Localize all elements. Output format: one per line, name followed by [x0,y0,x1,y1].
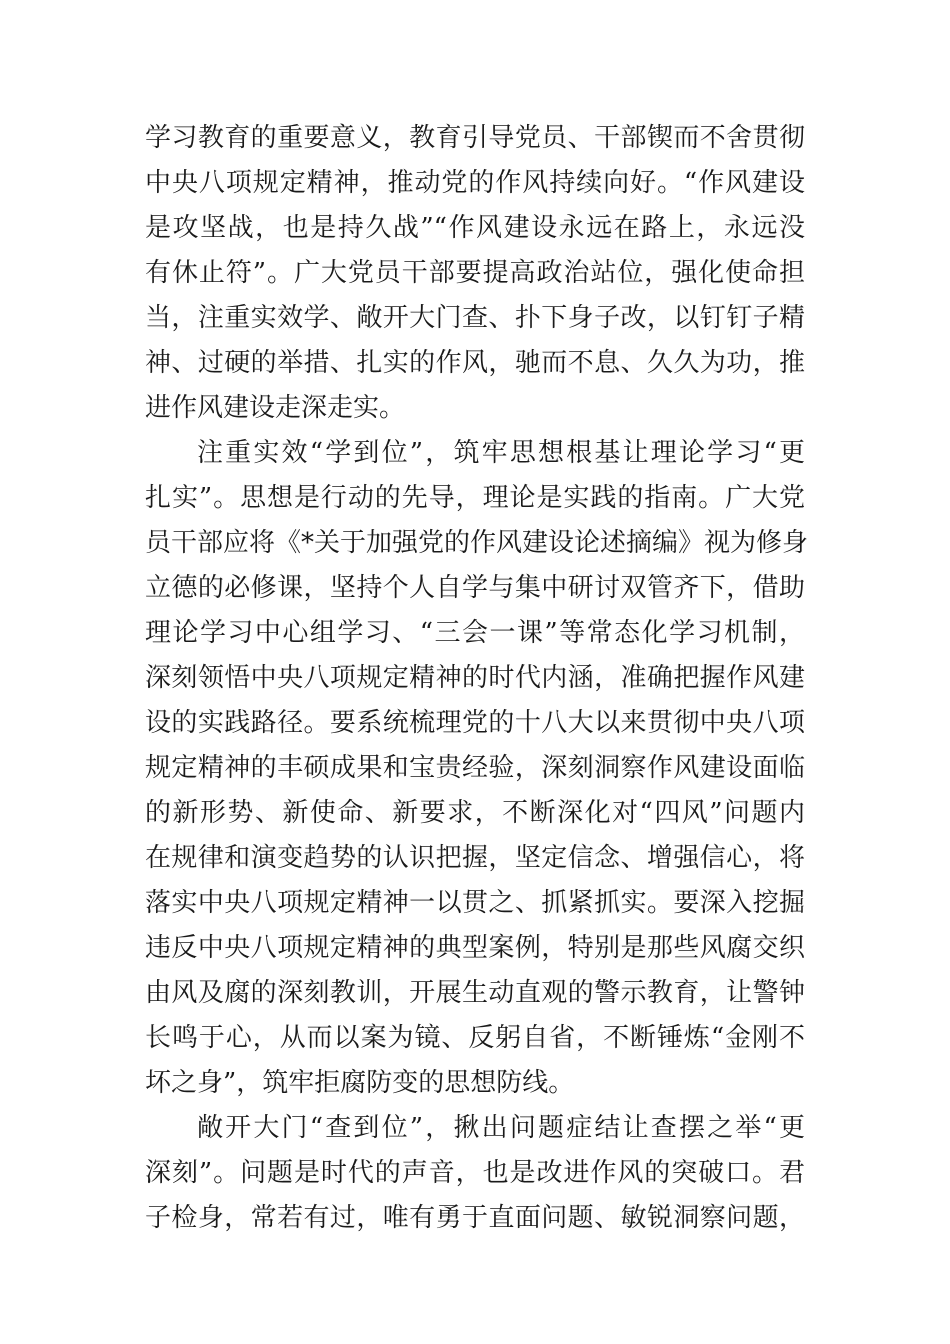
text-line: 是攻坚战，也是持久战”“作风建设永远在路上，永远没 [145,213,805,243]
text-line: 设的实践路径。要系统梳理党的十八大以来贯彻中央八项 [145,708,805,738]
paragraph-1 [145,116,805,431]
text-line: 中央八项规定精神，推动党的作风持续向好。“作风建设 [145,168,805,198]
paragraph-3 [145,1106,805,1241]
text-line: 深刻”。问题是时代的声音，也是改进作风的突破口。君 [145,1158,805,1188]
text-line: 由风及腐的深刻教训，开展生动直观的警示教育，让警钟 [145,978,805,1008]
text-line: 进作风建设走深走实。 [145,393,406,423]
text-line: 的新形势、新使命、新要求，不断深化对“四风”问题内 [145,798,805,828]
text-line: 理论学习中心组学习、“三会一课”等常态化学习机制， [145,618,805,648]
text-line: 深刻领悟中央八项规定精神的时代内涵，准确把握作风建 [145,663,805,693]
text-line: 当，注重实效学、敞开大门查、扑下身子改，以钉钉子精 [145,303,805,333]
text-line: 注重实效“学到位”，筑牢思想根基让理论学习“更 [197,438,805,468]
text-line: 员干部应将《*关于加强党的作风建设论述摘编》视为修身 [145,528,809,558]
text-line: 子检身，常若有过，唯有勇于直面问题、敏锐洞察问题， [145,1203,805,1233]
text-line: 学习教育的重要意义，教育引导党员、干部锲而不舍贯彻 [145,123,805,153]
text-line: 落实中央八项规定精神一以贯之、抓紧抓实。要深入挖掘 [145,888,805,918]
text-line: 在规律和演变趋势的认识把握，坚定信念、增强信心，将 [145,843,805,873]
text-line: 有休止符”。广大党员干部要提高政治站位，强化使命担 [145,258,805,288]
text-line: 规定精神的丰硕成果和宝贵经验，深刻洞察作风建设面临 [145,753,805,783]
text-line: 立德的必修课，坚持个人自学与集中研讨双管齐下，借助 [145,573,805,603]
document-body [145,116,809,1241]
text-line: 敞开大门“查到位”，揪出问题症结让查摆之举“更 [197,1113,805,1143]
text-line: 坏之身”，筑牢拒腐防变的思想防线。 [145,1068,575,1098]
paragraph-2 [145,431,809,1106]
text-line: 长鸣于心，从而以案为镜、反躬自省，不断锤炼“金刚不 [145,1023,805,1053]
text-line: 扎实”。思想是行动的先导，理论是实践的指南。广大党 [145,483,805,513]
text-line: 违反中央八项规定精神的典型案例，特别是那些风腐交织 [145,933,805,963]
text-line: 神、过硬的举措、扎实的作风，驰而不息、久久为功，推 [145,348,805,378]
